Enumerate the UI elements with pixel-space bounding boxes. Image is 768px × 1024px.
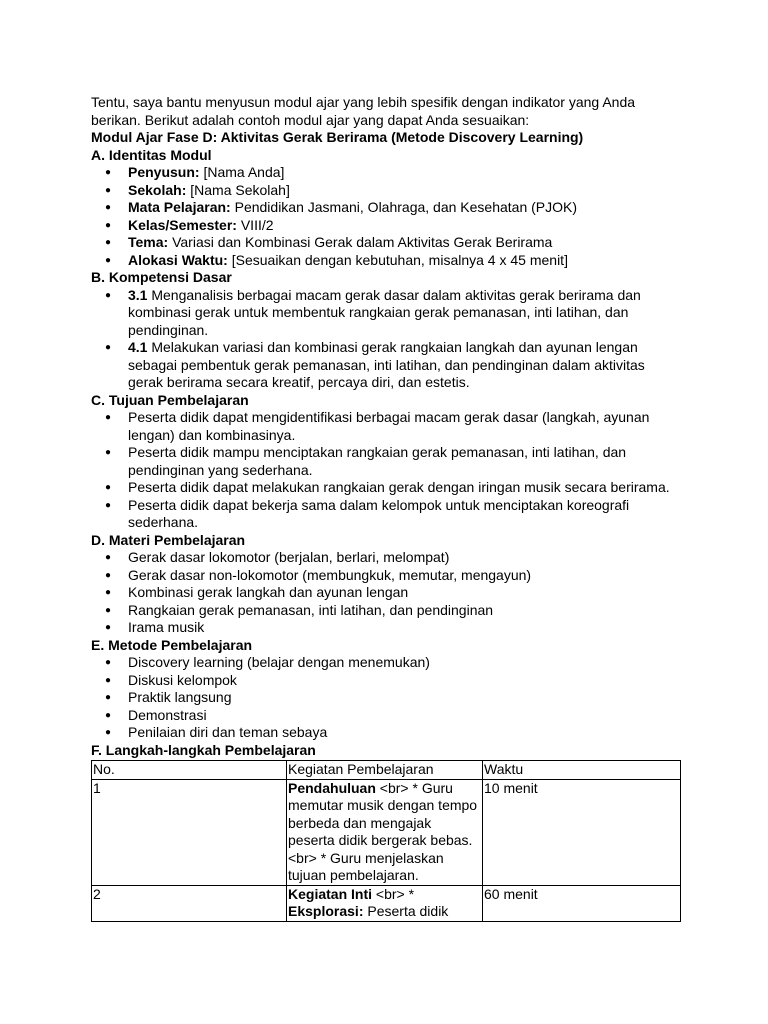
table-cell-waktu: 10 menit: [483, 779, 681, 885]
list-item: ● Gerak dasar non-lokomotor (membungkuk, memutar, mengayun): [91, 567, 678, 585]
table-cell-kegiatan: Pendahuluan <br> * Guru memutar musik dengan tempo berbeda dan mengajak peserta didik bergerak bebas. <br> * Guru menjelaskan tujuan pembelajaran.: [287, 779, 483, 885]
list-item: ● Diskusi kelompok: [91, 672, 678, 690]
table-cell-waktu: 60 menit: [483, 885, 681, 921]
module-title: Modul Ajar Fase D: Aktivitas Gerak Berirama (Metode Discovery Learning): [91, 129, 584, 145]
table-cell-no: 1: [92, 779, 287, 885]
list-item: ● Gerak dasar lokomotor (berjalan, berlari, melompat): [91, 549, 678, 567]
section-heading-metode: E. Metode Pembelajaran: [91, 636, 253, 653]
list-item: ● Alokasi Waktu: [Sesuaikan dengan kebutuhan, misalnya 4 x 45 menit]: [91, 252, 678, 270]
kompetensi-list: [91, 287, 678, 392]
table-row: [92, 885, 681, 921]
list-item: ● Penyusun: [Nama Anda]: [91, 164, 678, 182]
section-heading-tujuan: C. Tujuan Pembelajaran: [91, 391, 249, 408]
section-heading-kompetensi: B. Kompetensi Dasar: [91, 269, 232, 285]
identitas-list: [91, 164, 678, 269]
table-header-kegiatan: Kegiatan Pembelajaran: [287, 761, 483, 780]
list-item: ● 3.1 Menganalisis berbagai macam gerak dasar dalam aktivitas gerak berirama dan kombinasi gerak untuk membentuk rangkaian gerak pemanasan, inti latihan, dan pendinginan.: [91, 287, 678, 340]
steps-table: [91, 760, 681, 922]
table-cell-no: 2: [92, 885, 287, 921]
list-item: ● Sekolah: [Nama Sekolah]: [91, 182, 678, 200]
table-cell-kegiatan: Kegiatan Inti <br> * Eksplorasi: Peserta didik: [287, 885, 483, 921]
section-heading-materi: D. Materi Pembelajaran: [91, 531, 246, 548]
list-item: ● Peserta didik dapat bekerja sama dalam kelompok untuk menciptakan koreografi sederhana.: [91, 497, 678, 532]
list-item: ● Peserta didik dapat mengidentifikasi berbagai macam gerak dasar (langkah, ayunan lengan) dan kombinasinya.: [91, 409, 678, 444]
intro-paragraph: Tentu, saya bantu menyusun modul ajar yang lebih spesifik dengan indikator yang Anda berikan. Berikut adalah contoh modul ajar yang dapat Anda sesuaikan:: [91, 94, 636, 128]
table-row: [92, 779, 681, 885]
list-item: ● Kelas/Semester: VIII/2: [91, 217, 678, 235]
materi-list: [91, 549, 678, 637]
metode-list: [91, 654, 678, 742]
list-item: ● Praktik langsung: [91, 689, 678, 707]
list-item: ● Irama musik: [91, 619, 678, 637]
list-item: ● Demonstrasi: [91, 707, 678, 725]
list-item: ● Kombinasi gerak langkah dan ayunan lengan: [91, 584, 678, 602]
list-item: ● Discovery learning (belajar dengan menemukan): [91, 654, 678, 672]
section-heading-identitas: A. Identitas Modul: [91, 146, 212, 163]
list-item: ● Penilaian diri dan teman sebaya: [91, 724, 678, 742]
list-item: ● Peserta didik dapat melakukan rangkaian gerak dengan iringan musik secara berirama.: [91, 479, 678, 497]
list-item: ● Peserta didik mampu menciptakan rangkaian gerak pemanasan, inti latihan, dan pendinginan yang sederhana.: [91, 444, 678, 479]
tujuan-list: [91, 409, 678, 532]
list-item: ● Tema: Variasi dan Kombinasi Gerak dalam Aktivitas Gerak Berirama: [91, 234, 678, 252]
section-heading-langkah: F. Langkah-langkah Pembelajaran: [91, 741, 316, 758]
list-item: ● 4.1 Melakukan variasi dan kombinasi gerak rangkaian langkah dan ayunan lengan sebagai pembentuk gerak pemanasan, inti latihan, dan pendinginan dalam aktivitas gerak berirama secara kreatif, percaya diri, dan estetis.: [91, 339, 678, 392]
list-item: ● Mata Pelajaran: Pendidikan Jasmani, Olahraga, dan Kesehatan (PJOK): [91, 199, 678, 217]
table-header-no: No.: [92, 761, 287, 780]
list-item: ● Rangkaian gerak pemanasan, inti latihan, dan pendinginan: [91, 602, 678, 620]
table-header-waktu: Waktu: [483, 761, 681, 780]
table-header-row: [92, 761, 681, 780]
